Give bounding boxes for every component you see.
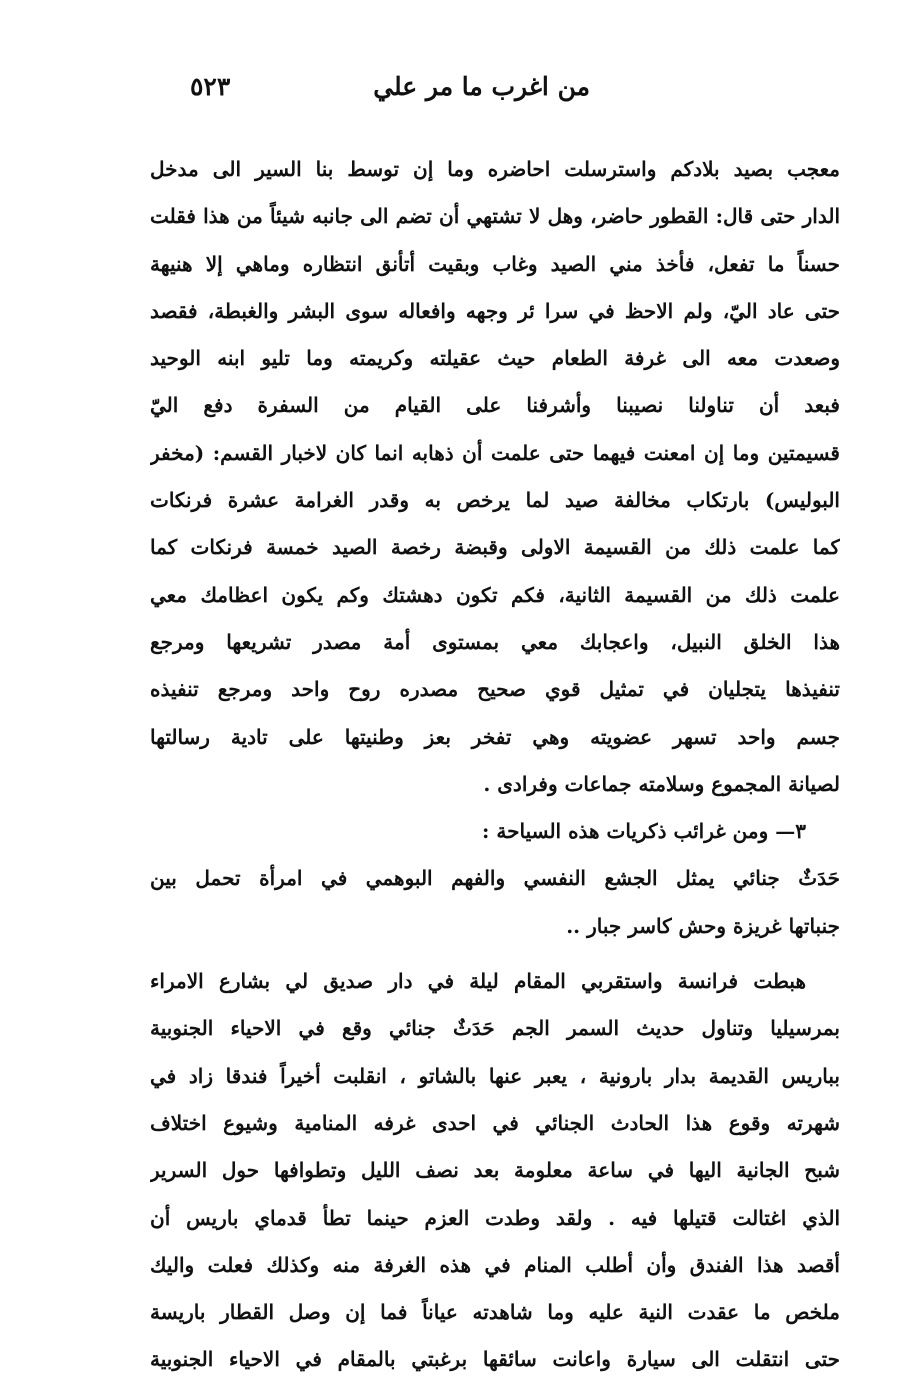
text-line: علمت ذلك من القسيمة الثانية، فكم تكون دهشتك وكم يكون اعظامك معي bbox=[150, 582, 840, 607]
text-line: حَدَثٌ جنائي يمثل الجشع النفسي والفهم البوهمي في امرأة تحمل بين bbox=[150, 866, 840, 891]
text-line: حتى عاد اليّ، ولم الاحظ في سرا ئر وجهه وافعاله سوى البشر والغبطة، فقصد bbox=[150, 298, 840, 323]
text-line: وصعدت معه الى غرفة الطعام حيث عقيلته وكريمته وما تليو ابنه الوحيد bbox=[150, 346, 840, 371]
text-line: بباريس القديمة بدار بارونية ، يعبر عنها بالشاتو ، انقلبت أخيراً فندقا زاد في bbox=[150, 1063, 840, 1088]
text-line: حتى انتقلت الى سيارة واعانت سائقها برغبتي بالمقام في الاحياء الجنوبية bbox=[150, 1347, 840, 1372]
text-line: هبطت فرانسة واستقربي المقام ليلة في دار صديق لي بشارع الامراء bbox=[150, 969, 806, 994]
body-text bbox=[150, 146, 840, 1384]
text-line: معجب بصيد بلادكم واسترسلت احاضره وما إن توسط بنا السير الى مدخل bbox=[150, 157, 840, 181]
section-heading: ٣— ومن غرائب ذكريات هذه السياحة : bbox=[482, 819, 806, 844]
text-line: شهرته وقوع هذا الحادث الجنائي في احدى غرفه المنامية وشيوع اختلاف bbox=[150, 1110, 840, 1135]
page-number: ٥٢٣ bbox=[190, 72, 231, 101]
text-line: شبح الجانية اليها في ساعة معلومة بعد نصف الليل وتطوافها حول السرير bbox=[150, 1158, 840, 1183]
text-line: جنباتها غريزة وحش كاسر جبار .. bbox=[566, 913, 840, 938]
text-line: ملخص ما عقدت النية عليه وما شاهدته عياناً فما إن وصل القطار باريسة bbox=[150, 1300, 840, 1325]
text-line: الدار حتى قال: القطور حاضر، وهل لا تشتهي أن تضم الى جانبه شيئاً من هذا فقلت bbox=[150, 204, 840, 229]
text-line: الذي اغتالت قتيلها فيه . ولقد وطدت العزم حينما تطأ قدماي باريس أن bbox=[150, 1205, 840, 1230]
text-line: أقصد هذا الفندق وأن أطلب المنام في هذه الغرفة منه وكذلك فعلت واليك bbox=[150, 1252, 840, 1277]
text-line: فبعد أن تناولنا نصيبنا وأشرفنا على القيام من السفرة دفع اليّ bbox=[150, 393, 840, 418]
text-line: تنفيذها يتجليان في تمثيل قوي صحيح مصدره روح واحد ومرجع تنفيذه bbox=[150, 677, 840, 702]
text-line: حسناً ما تفعل، فأخذ مني الصيد وغاب وبقيت أتأنق انتظاره وماهي إلا هنيهة bbox=[150, 251, 840, 276]
text-line: هذا الخلق النبيل، واعجابك معي بمستوى أمة مصدر تشريعها ومرجع bbox=[150, 629, 840, 654]
running-title: من اغرب ما مر علي bbox=[373, 72, 590, 101]
text-line: جسم واحد تسهر عضويته وهي تفخر بعز وطنيتها على تادية رسالتها bbox=[150, 724, 840, 749]
text-line: لصيانة المجموع وسلامته جماعات وفرادى . bbox=[483, 771, 840, 796]
text-line: بمرسيليا وتناول حديث السمر الجم حَدَثٌ جنائي وقع في الاحياء الجنوبية bbox=[150, 1016, 840, 1041]
text-line: كما علمت ذلك من القسيمة الاولى وقبضة رخصة الصيد خمسة فرنكات كما bbox=[150, 535, 840, 560]
text-line: قسيمتين وما إن امعنت فيهما حتى علمت أن ذهابه انما كان لاخبار القسم: (مخفر bbox=[150, 440, 840, 465]
page-header bbox=[150, 72, 840, 116]
text-line: البوليس) بارتكاب مخالفة صيد لما يرخص به وقدر الغرامة عشرة فرنكات bbox=[150, 488, 840, 513]
